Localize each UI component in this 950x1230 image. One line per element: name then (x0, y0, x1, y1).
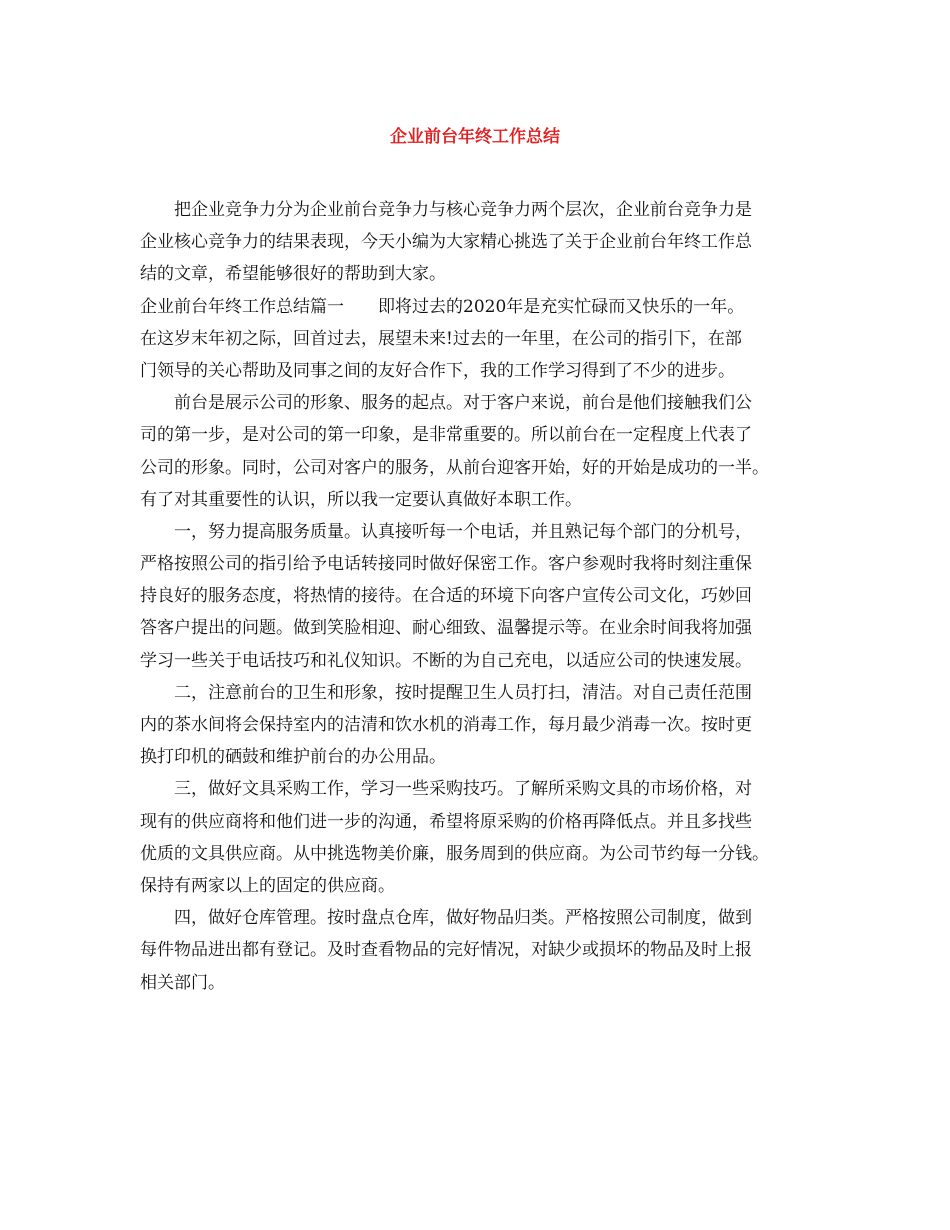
paragraph-line: 相关部门。 (140, 972, 225, 993)
paragraph-line: 在这岁末年初之际，回首过去，展望未来!过去的一年里，在公司的指引下，在部 (140, 328, 742, 349)
document-title: 企业前台年终工作总结 (390, 127, 560, 147)
paragraph-line: 前台是展示公司的形象、服务的起点。对于客户来说，前台是他们接触我们公 (174, 393, 752, 414)
paragraph-line: 答客户提出的问题。做到笑脸相迎、耐心细致、温馨提示等。在业余时间我将加强 (140, 618, 752, 639)
paragraph-line: 企业核心竞争力的结果表现，今天小编为大家精心挑选了关于企业前台年终工作总 (140, 232, 752, 253)
paragraph-line: 结的文章，希望能够很好的帮助到大家。 (140, 264, 446, 285)
paragraph-line: 二，注意前台的卫生和形象，按时提醒卫生人员打扫，清洁。对自己责任范围 (174, 682, 752, 703)
paragraph-line: 门领导的关心帮助及同事之间的友好合作下，我的工作学习得到了不少的进步。 (140, 360, 735, 381)
paragraph-line: 一，努力提高服务质量。认真接听每一个电话，并且熟记每个部门的分机号， (174, 521, 752, 542)
paragraph-line: 持良好的服务态度，将热情的接待。在合适的环境下向客户宣传公司文化，巧妙回 (140, 586, 752, 607)
paragraph-line: 三，做好文具采购工作，学习一些采购技巧。了解所采购文具的市场价格，对 (174, 779, 752, 800)
paragraph-line: 保持有两家以上的固定的供应商。 (140, 875, 395, 896)
paragraph-text: 即将过去的2020年是充实忙碌而又快乐的一年。 (378, 296, 745, 317)
paragraph-line: 学习一些关于电话技巧和礼仪知识。不断的为自己充电，以适应公司的快速发展。 (140, 650, 752, 671)
paragraph-line: 优质的文具供应商。从中挑选物美价廉，服务周到的供应商。为公司节约每一分钱。 (140, 843, 769, 864)
paragraph-line: 换打印机的硒鼓和维护前台的办公用品。 (140, 747, 446, 768)
section-heading: 企业前台年终工作总结篇一 (140, 296, 344, 317)
paragraph-line: 现有的供应商将和他们进一步的沟通，希望将原采购的价格再降低点。并且多找些 (140, 811, 752, 832)
paragraph-line: 司的第一步，是对公司的第一印象，是非常重要的。所以前台在一定程度上代表了 (140, 425, 752, 446)
section-heading-line (140, 291, 818, 323)
paragraph-line: 公司的形象。同时，公司对客户的服务，从前台迎客开始，好的开始是成功的一半。 (140, 457, 769, 478)
paragraph-line: 把企业竞争力分为企业前台竞争力与核心竞争力两个层次，企业前台竞争力是 (174, 200, 752, 220)
paragraph-line: 有了对其重要性的认识，所以我一定要认真做好本职工作。 (140, 489, 582, 510)
paragraph-line: 每件物品进出都有登记。及时查看物品的完好情况，对缺少或损坏的物品及时上报 (140, 940, 752, 961)
paragraph-line: 内的茶水间将会保持室内的洁清和饮水机的消毒工作，每月最少消毒一次。按时更 (140, 715, 752, 735)
document-body (140, 194, 818, 999)
paragraph-line: 严格按照公司的指引给予电话转接同时做好保密工作。客户参观时我将时刻注重保 (140, 554, 752, 575)
paragraph-line: 四，做好仓库管理。按时盘点仓库，做好物品归类。严格按照公司制度，做到 (174, 908, 752, 929)
